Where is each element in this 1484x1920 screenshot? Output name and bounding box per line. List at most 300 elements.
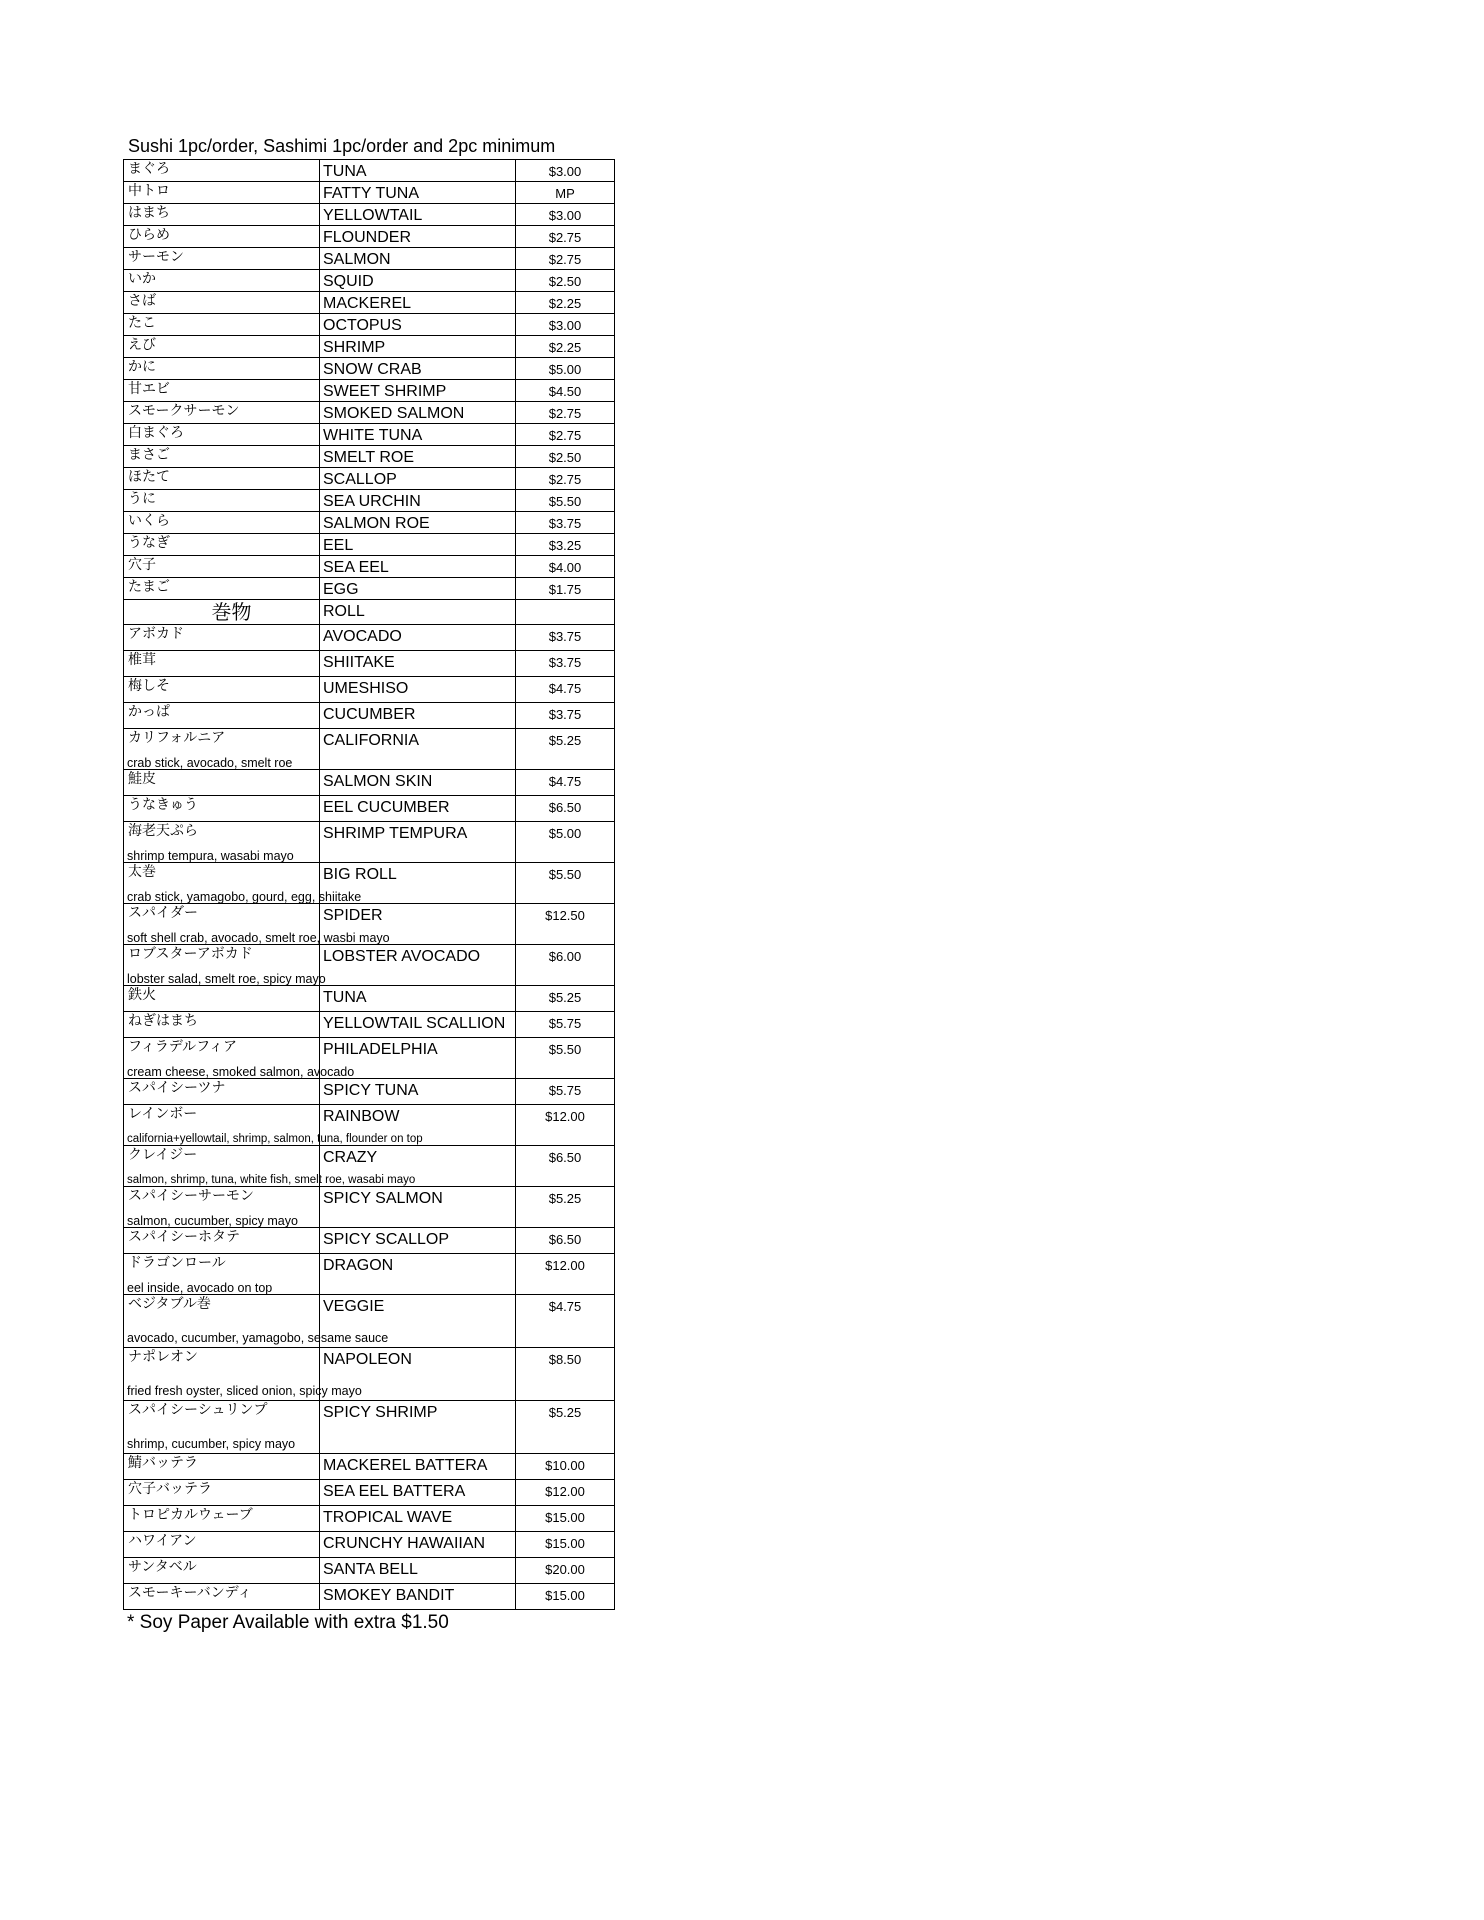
roll-en-cell [320,1584,516,1610]
sushi-en-name: WHITE TUNA [323,427,423,444]
sushi-price-cell [516,424,615,446]
sushi-row [124,160,615,182]
roll-jp-name: 鯖バッテラ [128,1455,198,1471]
roll-description: crab stick, avocado, smelt roe [127,756,293,770]
sushi-en-cell [320,402,516,424]
roll-row [124,1348,615,1401]
roll-price: $20.00 [545,1562,585,1577]
roll-row [124,822,615,863]
sushi-jp-name: かに [128,359,156,375]
sushi-jp-name: まぐろ [128,161,170,177]
sushi-jp-name: いか [128,271,156,287]
sushi-row [124,490,615,512]
sushi-en-cell [320,446,516,468]
sushi-jp-name: サーモン [128,249,184,265]
roll-price: $3.75 [548,707,582,722]
roll-jp-name: スパイシーホタテ [128,1229,240,1245]
sushi-jp-cell [124,446,320,468]
menu-sheet [123,133,615,1636]
sushi-price: $2.75 [548,472,582,487]
menu-heading: Sushi 1pc/order, Sashimi 1pc/order and 2pc minimum [128,136,556,156]
roll-row [124,1584,615,1610]
roll-description: salmon, cucumber, spicy mayo [127,1214,298,1228]
roll-jp-name: 太巻 [128,864,156,880]
roll-en-name: AVOCADO [323,628,402,645]
sushi-price: $3.00 [548,208,582,223]
sushi-price-cell [516,380,615,402]
soy-paper-footnote: * Soy Paper Available with extra $1.50 [127,1612,449,1633]
roll-price: $12.00 [545,1109,585,1124]
roll-price-cell [516,796,615,822]
roll-en-name: SHRIMP TEMPURA [323,825,468,842]
sushi-row [124,292,615,314]
sushi-en-name: SMOKED SALMON [323,405,465,422]
sushi-en-cell [320,336,516,358]
roll-en-cell [320,677,516,703]
roll-jp-cell [124,1228,320,1254]
roll-price: $6.50 [548,1150,582,1165]
sushi-jp-name: 甘エビ [128,381,170,397]
roll-en-cell [320,1228,516,1254]
sushi-en-name: SALMON ROE [323,515,430,532]
roll-row [124,1038,615,1079]
sushi-jp-name: たこ [128,315,156,331]
roll-price-cell [516,729,615,770]
roll-price: $5.25 [548,733,582,748]
sushi-en-cell [320,468,516,490]
sushi-price-cell [516,468,615,490]
roll-price: $12.50 [545,908,585,923]
sushi-en-cell [320,314,516,336]
sushi-price-cell [516,314,615,336]
sushi-en-cell [320,578,516,600]
roll-jp-name: 鉄火 [128,987,156,1003]
sushi-jp-cell [124,578,320,600]
sushi-row [124,380,615,402]
sushi-jp-name: ほたて [128,469,170,485]
roll-en-cell [320,1480,516,1506]
roll-en-name: EEL CUCUMBER [323,799,450,816]
roll-jp-name: 鮭皮 [128,771,156,787]
roll-header-jp: 巻物 [211,600,252,624]
roll-jp-cell [124,651,320,677]
sushi-row [124,226,615,248]
sushi-price-cell [516,578,615,600]
sushi-price-cell [516,336,615,358]
roll-section-header [124,600,615,625]
roll-price: $3.75 [548,629,582,644]
roll-en-name: RAINBOW [323,1108,400,1125]
roll-en-name: SPICY SCALLOP [323,1231,449,1248]
sushi-price: $5.50 [548,494,582,509]
sushi-price: MP [555,186,575,201]
roll-jp-cell [124,1584,320,1610]
sushi-row [124,402,615,424]
roll-en-cell [320,770,516,796]
sushi-jp-name: 中トロ [128,183,170,199]
roll-price-cell [516,904,615,945]
roll-description: california+yellowtail, shrimp, salmon, tuna, flounder on top [127,1133,423,1145]
roll-header-en: ROLL [323,603,365,620]
roll-jp-cell [124,1401,320,1454]
sushi-jp-cell [124,270,320,292]
sushi-price-cell [516,534,615,556]
sushi-en-name: SEA URCHIN [323,493,421,510]
sushi-jp-cell [124,226,320,248]
sushi-price-cell [516,226,615,248]
sushi-jp-cell [124,204,320,226]
sushi-price: $2.75 [548,230,582,245]
roll-price-cell [516,1105,615,1146]
roll-jp-name: スパイダー [128,905,198,921]
roll-en-name: LOBSTER AVOCADO [323,948,481,965]
roll-row [124,1558,615,1584]
roll-en-cell [320,625,516,651]
sushi-en-name: SQUID [323,273,374,290]
roll-row [124,651,615,677]
sushi-price: $2.25 [548,340,582,355]
roll-jp-cell [124,703,320,729]
sushi-price-cell [516,358,615,380]
roll-en-name: TUNA [323,989,367,1006]
sushi-row [124,182,615,204]
roll-description: shrimp, cucumber, spicy mayo [127,1437,296,1451]
sushi-jp-name: ひらめ [128,227,170,243]
roll-price: $5.25 [548,990,582,1005]
roll-en-name: VEGGIE [323,1298,385,1315]
roll-jp-name: ナポレオン [128,1349,198,1365]
roll-jp-name: フィラデルフィア [128,1039,238,1055]
roll-description: lobster salad, smelt roe, spicy mayo [127,972,326,986]
roll-price: $15.00 [545,1510,585,1525]
roll-jp-cell [124,986,320,1012]
roll-en-cell [320,986,516,1012]
roll-row [124,703,615,729]
sushi-en-cell [320,534,516,556]
sushi-en-name: EEL [323,537,354,554]
sushi-row [124,512,615,534]
roll-row [124,1079,615,1105]
sushi-jp-name: まさご [128,447,170,463]
roll-price-cell [516,1012,615,1038]
sushi-price-cell [516,248,615,270]
roll-jp-cell [124,1038,355,1079]
roll-jp-name: 穴子バッテラ [128,1481,212,1497]
roll-jp-name: スパイシーシュリンプ [128,1402,268,1418]
sushi-row [124,468,615,490]
sushi-row [124,534,615,556]
roll-price: $15.00 [545,1536,585,1551]
roll-row [124,1187,615,1228]
sushi-jp-name: さば [128,293,156,309]
roll-price-cell [516,651,615,677]
sushi-price-cell [516,402,615,424]
sushi-en-cell [320,556,516,578]
roll-jp-cell [124,1348,362,1401]
sushi-jp-name: うなぎ [128,535,170,551]
roll-jp-name: 梅しそ [128,678,170,694]
roll-description: fried fresh oyster, sliced onion, spicy mayo [127,1384,362,1398]
roll-header-price-cell [516,600,615,625]
roll-price: $5.00 [548,826,582,841]
roll-price-cell [516,863,615,904]
roll-price: $5.50 [548,1042,582,1057]
sushi-row [124,336,615,358]
roll-description: avocado, cucumber, yamagobo, sesame sauce [127,1331,389,1345]
sushi-row [124,578,615,600]
sushi-jp-name: えび [128,337,156,353]
roll-row [124,1454,615,1480]
sushi-jp-name: スモークサーモン [128,403,240,419]
roll-en-cell [320,1506,516,1532]
sushi-en-cell [320,182,516,204]
roll-en-cell [320,945,516,986]
roll-jp-name: ベジタブル巻 [128,1296,211,1312]
sushi-en-name: MACKEREL [323,295,412,312]
roll-jp-cell [124,822,320,863]
roll-price-cell [516,986,615,1012]
roll-jp-name: アボカド [128,626,184,642]
sushi-en-name: SMELT ROE [323,449,414,466]
roll-en-name: BIG ROLL [323,866,397,883]
sushi-price: $1.75 [548,582,582,597]
sushi-jp-cell [124,314,320,336]
roll-price-cell [516,1401,615,1454]
sushi-en-name: FATTY TUNA [323,185,420,202]
roll-price: $5.25 [548,1191,582,1206]
roll-en-cell [320,796,516,822]
sushi-price: $3.75 [548,516,582,531]
sushi-en-cell [320,490,516,512]
roll-en-cell [320,1454,516,1480]
roll-en-name: SEA EEL BATTERA [323,1483,466,1500]
roll-price-cell [516,1454,615,1480]
sushi-price: $3.00 [548,164,582,179]
roll-price: $8.50 [548,1352,582,1367]
sushi-en-name: SNOW CRAB [323,361,422,378]
roll-row [124,904,615,945]
sushi-en-name: SALMON [323,251,391,268]
roll-price-cell [516,1295,615,1348]
roll-price-cell [516,1079,615,1105]
roll-jp-name: 椎茸 [128,652,156,668]
roll-price: $15.00 [545,1588,585,1603]
roll-price: $6.50 [548,1232,582,1247]
roll-en-cell [320,729,516,770]
roll-price-cell [516,1532,615,1558]
sushi-jp-cell [124,468,320,490]
sushi-jp-cell [124,490,320,512]
sushi-en-cell [320,380,516,402]
roll-en-name: SPIDER [323,907,383,924]
roll-row [124,1012,615,1038]
sushi-en-cell [320,248,516,270]
sushi-en-name: EGG [323,581,359,598]
roll-price-cell [516,1187,615,1228]
roll-en-name: CRUNCHY HAWAIIAN [323,1535,486,1552]
sushi-row [124,248,615,270]
roll-price: $12.00 [545,1258,585,1273]
roll-price: $4.75 [548,1299,582,1314]
roll-en-cell [320,1401,516,1454]
roll-jp-name: かっぱ [128,704,170,720]
roll-en-name: CALIFORNIA [323,732,420,749]
roll-en-name: UMESHISO [323,680,409,697]
roll-jp-cell [124,1012,320,1038]
roll-jp-cell [124,1454,320,1480]
sushi-en-name: YELLOWTAIL [323,207,423,224]
sushi-row [124,358,615,380]
roll-en-name: SHIITAKE [323,654,395,671]
sushi-price: $2.50 [548,274,582,289]
sushi-en-name: FLOUNDER [323,229,412,246]
roll-price: $4.75 [548,774,582,789]
roll-en-cell [320,1012,516,1038]
sushi-price: $2.75 [548,406,582,421]
sushi-section [124,160,615,600]
sushi-price-cell [516,270,615,292]
sushi-en-cell [320,424,516,446]
roll-price: $3.75 [548,655,582,670]
sushi-jp-cell [124,402,320,424]
roll-en-name: PHILADELPHIA [323,1041,438,1058]
sushi-jp-name: うに [128,491,156,507]
roll-row [124,677,615,703]
roll-price-cell [516,1254,615,1295]
sushi-price-cell [516,556,615,578]
sushi-jp-cell [124,248,320,270]
roll-row [124,1401,615,1454]
roll-price-cell [516,770,615,796]
roll-description: shrimp tempura, wasabi mayo [127,849,294,863]
roll-en-name: MACKEREL BATTERA [323,1457,488,1474]
sushi-price: $2.25 [548,296,582,311]
sushi-jp-cell [124,160,320,182]
roll-row [124,1146,615,1187]
roll-price: $6.50 [548,800,582,815]
roll-row [124,986,615,1012]
sushi-jp-name: たまご [128,579,170,595]
roll-en-name: YELLOWTAIL SCALLION [323,1015,506,1032]
sushi-en-cell [320,292,516,314]
roll-price-cell [516,822,615,863]
sushi-en-cell [320,512,516,534]
sushi-en-name: TUNA [323,163,367,180]
sushi-jp-name: 白まぐろ [128,425,184,441]
roll-price-cell [516,1228,615,1254]
sushi-row [124,270,615,292]
sushi-price: $3.00 [548,318,582,333]
roll-en-name: DRAGON [323,1257,394,1274]
roll-en-cell [320,1187,516,1228]
sushi-row [124,204,615,226]
roll-en-name: TROPICAL WAVE [323,1509,453,1526]
sushi-jp-cell [124,556,320,578]
roll-price: $5.75 [548,1016,582,1031]
sushi-en-cell [320,270,516,292]
roll-row [124,625,615,651]
roll-price-cell [516,1146,615,1187]
roll-price-cell [516,1348,615,1401]
roll-price-cell [516,1480,615,1506]
roll-row [124,945,615,986]
roll-price: $6.00 [548,949,582,964]
roll-jp-cell [124,1254,320,1295]
roll-row [124,770,615,796]
sushi-price: $2.75 [548,428,582,443]
roll-en-name: CUCUMBER [323,706,416,723]
roll-header-row [124,600,615,625]
roll-jp-cell [124,770,320,796]
sushi-jp-name: 穴子 [128,557,156,573]
sushi-price-cell [516,490,615,512]
sushi-price: $2.50 [548,450,582,465]
roll-jp-name: スパイシーツナ [128,1080,226,1096]
roll-jp-cell [124,945,326,986]
roll-price-cell [516,945,615,986]
roll-header-en-cell [320,600,516,625]
sushi-price-cell [516,182,615,204]
roll-en-cell [320,1558,516,1584]
roll-price: $5.50 [548,867,582,882]
sushi-jp-cell [124,512,320,534]
sushi-row [124,446,615,468]
sushi-price-cell [516,446,615,468]
roll-row [124,863,615,904]
roll-jp-name: レインボー [128,1106,198,1122]
roll-en-name: SMOKEY BANDIT [323,1587,455,1604]
roll-row [124,1254,615,1295]
roll-jp-name: ねぎはまち [128,1013,198,1029]
roll-description: crab stick, yamagobo, gourd, egg, shiitake [127,890,362,904]
roll-jp-name: クレイジー [128,1147,198,1163]
roll-jp-cell [124,677,320,703]
roll-jp-name: ロブスターアボカド [128,946,253,962]
roll-en-name: SPICY SALMON [323,1190,443,1207]
sushi-jp-cell [124,292,320,314]
sushi-jp-cell [124,380,320,402]
roll-jp-cell [124,1558,320,1584]
roll-description: eel inside, avocado on top [127,1281,273,1295]
roll-row [124,1480,615,1506]
roll-en-cell [320,703,516,729]
roll-en-cell [320,1079,516,1105]
roll-price-cell [516,1558,615,1584]
roll-header-jp-cell [124,600,320,625]
roll-row [124,729,615,770]
roll-description: soft shell crab, avocado, smelt roe, wasbi mayo [127,931,390,945]
roll-row [124,1532,615,1558]
roll-jp-name: スモーキーバンディ [128,1585,252,1601]
roll-jp-name: サンタベル [128,1559,197,1575]
roll-price: $5.25 [548,1405,582,1420]
sushi-en-cell [320,358,516,380]
roll-jp-name: スパイシーサーモン [128,1188,254,1204]
roll-en-name: NAPOLEON [323,1351,412,1368]
roll-price: $4.75 [548,681,582,696]
roll-price-cell [516,1584,615,1610]
roll-jp-cell [124,1506,320,1532]
sushi-jp-cell [124,336,320,358]
roll-row [124,1105,615,1146]
sushi-en-cell [320,204,516,226]
roll-price-cell [516,625,615,651]
sushi-price-cell [516,292,615,314]
sushi-en-name: SEA EEL [323,559,389,576]
sushi-price: $3.25 [548,538,582,553]
roll-jp-cell [124,796,320,822]
roll-jp-name: カリフォルニア [128,730,226,746]
